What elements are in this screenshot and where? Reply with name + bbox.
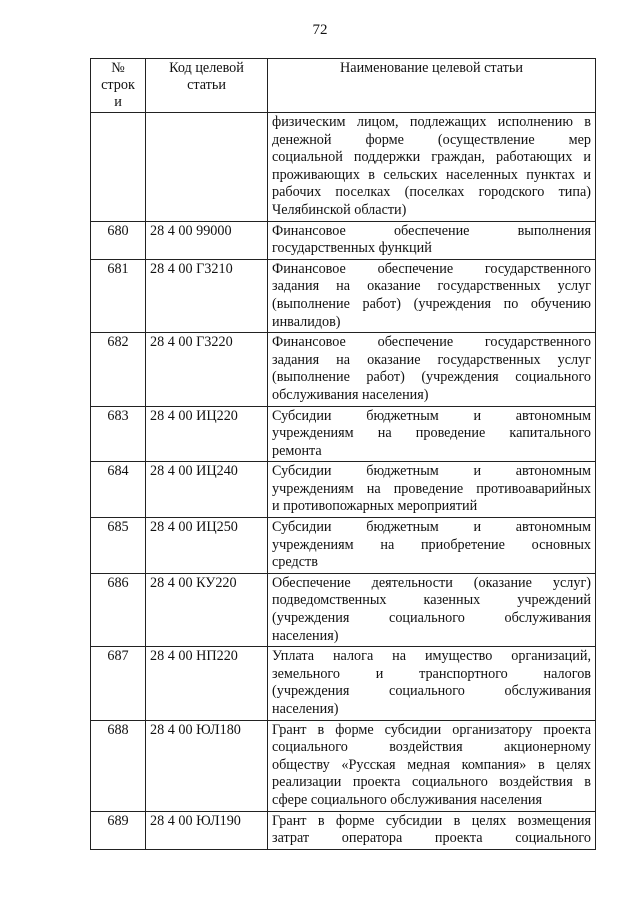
table-header-row <box>91 59 596 113</box>
name-line: населения) <box>272 627 339 644</box>
budget-articles-table <box>90 58 596 850</box>
name-line: учреждениям на проведение противоаварийных <box>272 480 591 497</box>
name-line: средств <box>272 554 318 571</box>
name-line: затрат оператора проекта социального <box>272 830 591 847</box>
table-row <box>91 221 596 259</box>
name-line: Финансовое обеспечение государственного <box>272 260 591 277</box>
header-row-number-line: и <box>114 94 122 110</box>
continuation-code-cell <box>146 113 268 222</box>
name-line: Уплата налога на имущество организаций, <box>272 648 591 665</box>
row-number-cell: 689 <box>91 811 146 849</box>
name-line: Грант в форме субсидии в целях возмещения <box>272 812 591 829</box>
name-line: Грант в форме субсидии организатору проекта <box>272 721 591 738</box>
name-line: инвалидов) <box>272 313 341 330</box>
continuation-row <box>91 113 596 222</box>
target-code-cell: 28 4 00 ИЦ250 <box>146 518 268 574</box>
table-row <box>91 811 596 849</box>
name-line: (выполнение работ) (учреждения по обучению <box>272 295 591 312</box>
header-row-number-line: № <box>111 60 125 76</box>
target-code-cell: 28 4 00 99000 <box>146 221 268 259</box>
row-number-cell: 686 <box>91 573 146 646</box>
table-row <box>91 518 596 574</box>
target-name-cell <box>268 720 596 811</box>
target-code-cell: 28 4 00 ИЦ220 <box>146 406 268 462</box>
table-row <box>91 333 596 406</box>
row-number-cell: 683 <box>91 406 146 462</box>
continuation-name-cell <box>268 113 596 222</box>
continuation-number-cell <box>91 113 146 222</box>
name-line: социальной поддержки граждан, работающих и <box>272 149 591 166</box>
name-line: обслуживания населения) <box>272 386 429 403</box>
row-number-cell: 681 <box>91 259 146 332</box>
name-line: Субсидии бюджетным и автономным <box>272 407 591 424</box>
row-number-cell: 684 <box>91 462 146 518</box>
name-line: и противопожарных мероприятий <box>272 498 478 515</box>
name-line: государственных функций <box>272 240 432 257</box>
name-line: задания на оказание государственных услуг <box>272 351 591 368</box>
target-name-cell <box>268 811 596 849</box>
name-line: (выполнение работ) (учреждения социального <box>272 369 591 386</box>
target-code-cell: 28 4 00 КУ220 <box>146 573 268 646</box>
header-target-code-line: Код целевой <box>169 60 244 76</box>
name-line: Финансовое обеспечение государственного <box>272 334 591 351</box>
header-row-number-line: строк <box>101 77 135 93</box>
target-code-cell: 28 4 00 Г3220 <box>146 333 268 406</box>
name-line: проживающих в сельских населенных пунктах и <box>272 166 591 183</box>
table-row <box>91 462 596 518</box>
target-name-cell <box>268 647 596 720</box>
row-number-cell: 687 <box>91 647 146 720</box>
table-row <box>91 406 596 462</box>
table-row <box>91 573 596 646</box>
name-line: рабочих поселках (поселках городского типа) <box>272 184 591 201</box>
name-line: Субсидии бюджетным и автономным <box>272 519 591 536</box>
row-number-cell: 685 <box>91 518 146 574</box>
target-name-cell <box>268 333 596 406</box>
target-name-cell <box>268 259 596 332</box>
target-name-cell <box>268 518 596 574</box>
header-target-code <box>146 59 268 113</box>
name-line: земельного и транспортного налогов <box>272 665 591 682</box>
name-line: ремонта <box>272 442 322 459</box>
name-line: (учреждения социального обслуживания <box>272 683 591 700</box>
page-number: 72 <box>312 22 328 38</box>
name-line: реализации проекта социального воздействия в <box>272 774 591 791</box>
name-line: учреждениям на проведение капитального <box>272 425 591 442</box>
name-line: задания на оказание государственных услуг <box>272 278 591 295</box>
table-row <box>91 647 596 720</box>
row-number-cell: 680 <box>91 221 146 259</box>
name-line: подведомственных казенных учреждений <box>272 592 591 609</box>
target-name-cell <box>268 406 596 462</box>
header-target-code-line: статьи <box>187 77 226 93</box>
header-target-name: Наименование целевой статьи <box>268 59 596 113</box>
target-code-cell: 28 4 00 Г3210 <box>146 259 268 332</box>
name-line: денежной форме (осуществление мер <box>272 131 591 148</box>
name-line: Субсидии бюджетным и автономным <box>272 463 591 480</box>
name-line: физическим лицом, подлежащих исполнению в <box>272 114 591 130</box>
target-code-cell: 28 4 00 ЮЛ190 <box>146 811 268 849</box>
target-code-cell: 28 4 00 НП220 <box>146 647 268 720</box>
row-number-cell: 682 <box>91 333 146 406</box>
row-number-cell: 688 <box>91 720 146 811</box>
name-line: сфере социального обслуживания населения <box>272 791 543 808</box>
name-line: обществу «Русская медная компания» в целях <box>272 756 591 773</box>
target-code-cell: 28 4 00 ЮЛ180 <box>146 720 268 811</box>
name-line: населения) <box>272 701 339 717</box>
name-line: Челябинской области) <box>272 201 407 218</box>
name-line: учреждениям на приобретение основных <box>272 536 591 553</box>
target-name-cell <box>268 462 596 518</box>
target-name-cell <box>268 573 596 646</box>
table-row <box>91 259 596 332</box>
name-line: Финансовое обеспечение выполнения <box>272 222 591 239</box>
table-row <box>91 720 596 811</box>
header-row-number <box>91 59 146 113</box>
name-line: Обеспечение деятельности (оказание услуг) <box>272 574 591 591</box>
name-line: социального воздействия акционерному <box>272 739 591 756</box>
name-line: (учреждения социального обслуживания <box>272 610 591 627</box>
target-name-cell <box>268 221 596 259</box>
target-code-cell: 28 4 00 ИЦ240 <box>146 462 268 518</box>
